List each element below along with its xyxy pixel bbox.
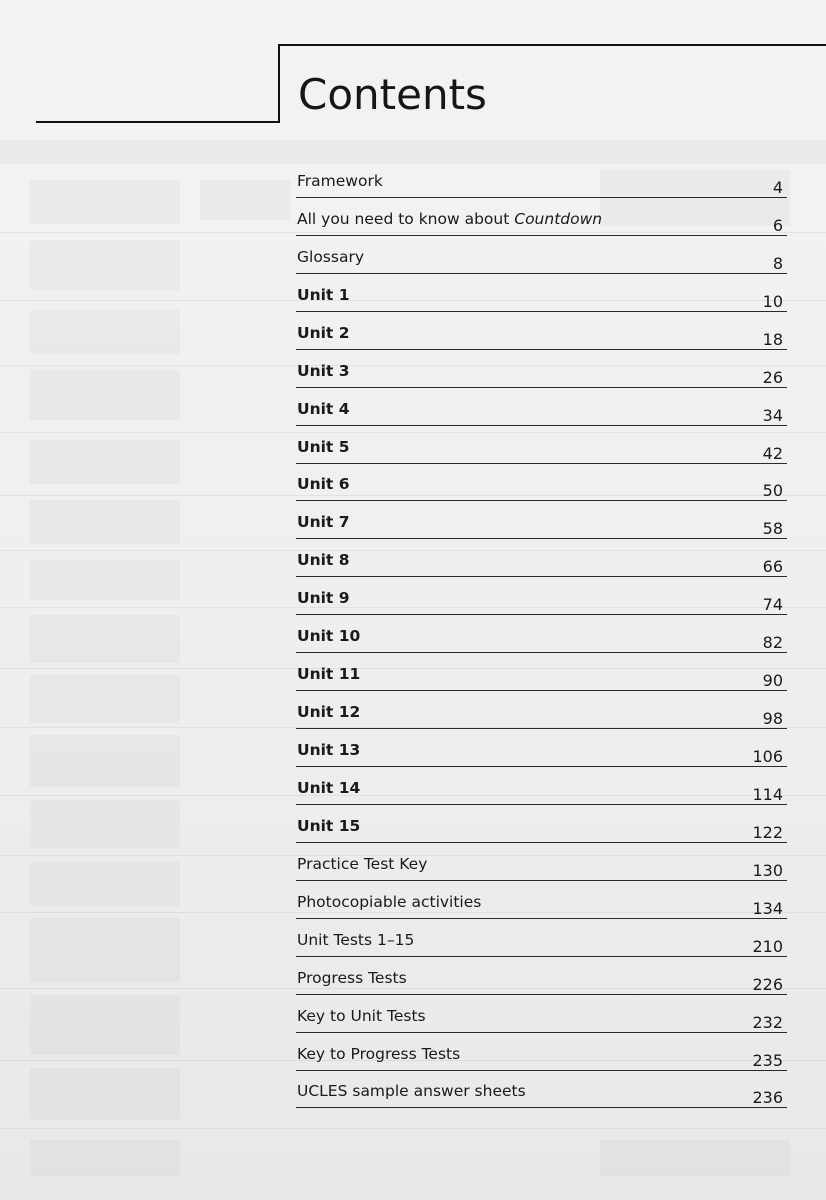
toc-label: Unit 3 xyxy=(297,361,350,380)
toc-row-unit-2 xyxy=(296,312,787,350)
show-through-block xyxy=(30,735,180,787)
show-through-block xyxy=(30,862,180,906)
toc-page-number: 226 xyxy=(752,974,783,994)
toc-label: Unit 9 xyxy=(297,589,350,608)
toc-page-number: 26 xyxy=(762,367,783,387)
toc-page-number: 18 xyxy=(762,329,783,349)
show-through-block xyxy=(600,1140,790,1176)
toc-row-unit-9 xyxy=(296,577,787,615)
toc-row-unit-tests xyxy=(296,919,787,957)
toc-row-framework xyxy=(296,160,787,198)
toc-label: Framework xyxy=(297,171,383,190)
toc-page-number: 236 xyxy=(752,1088,783,1108)
toc-label: Unit 12 xyxy=(297,703,361,722)
toc-row-photocopiable-activities xyxy=(296,881,787,919)
toc-row-key-to-progress-tests xyxy=(296,1033,787,1071)
toc-page-number: 210 xyxy=(752,936,783,956)
toc-row-unit-10 xyxy=(296,615,787,653)
toc-page-number: 82 xyxy=(762,633,783,653)
toc-label: Unit 8 xyxy=(297,551,350,570)
toc-label: Practice Test Key xyxy=(297,854,428,873)
toc-page-number: 232 xyxy=(752,1012,783,1032)
toc-label: Unit 10 xyxy=(297,627,361,646)
toc-row-unit-12 xyxy=(296,691,787,729)
toc-label: UCLES sample answer sheets xyxy=(297,1082,526,1101)
toc-label: Unit 7 xyxy=(297,513,350,532)
toc-label: Unit 5 xyxy=(297,437,350,456)
toc-page-number: 114 xyxy=(752,784,783,804)
toc-row-unit-14 xyxy=(296,767,787,805)
toc-page-number: 90 xyxy=(762,671,783,691)
toc-page-number: 122 xyxy=(752,822,783,842)
toc-page-number: 74 xyxy=(762,595,783,615)
toc-row-unit-1 xyxy=(296,274,787,312)
toc-page-number: 6 xyxy=(772,215,783,235)
toc-label-italic: Countdown xyxy=(514,209,603,228)
show-through-block xyxy=(30,918,180,982)
show-through-block xyxy=(30,500,180,544)
show-through-block xyxy=(200,180,290,220)
toc-label: Unit 2 xyxy=(297,323,350,342)
show-through-block xyxy=(30,1068,180,1120)
header-rule-left xyxy=(36,121,280,123)
toc-row-progress-tests xyxy=(296,957,787,995)
toc-page-number: 10 xyxy=(762,291,783,311)
toc-page-number: 98 xyxy=(762,709,783,729)
toc-row-all-you-need xyxy=(296,198,787,236)
toc-row-unit-8 xyxy=(296,539,787,577)
toc-page-number: 134 xyxy=(752,898,783,918)
toc-label: Unit 15 xyxy=(297,816,361,835)
toc-label: Key to Unit Tests xyxy=(297,1006,426,1025)
show-through-block xyxy=(30,800,180,848)
toc-row-practice-test-key xyxy=(296,843,787,881)
toc-row-unit-4 xyxy=(296,388,787,426)
toc-page-number: 106 xyxy=(752,747,783,766)
toc-label: Unit 6 xyxy=(297,475,350,494)
toc-row-unit-5 xyxy=(296,426,787,464)
show-through-block xyxy=(30,615,180,663)
toc-page-number: 4 xyxy=(772,177,783,197)
toc-label: Unit 13 xyxy=(297,741,361,759)
show-through-logo xyxy=(540,42,800,120)
show-through-block xyxy=(30,370,180,420)
toc-page-number: 130 xyxy=(752,860,783,880)
toc-label: Glossary xyxy=(297,247,364,266)
toc-label xyxy=(297,210,602,228)
toc-page-number: 66 xyxy=(762,557,783,577)
toc-label: Unit 11 xyxy=(297,665,361,684)
toc-label: Unit 14 xyxy=(297,778,361,797)
show-through-block xyxy=(30,560,180,600)
toc-label: Unit 1 xyxy=(297,285,350,304)
page-title: Contents xyxy=(298,70,487,119)
toc-page-number: 8 xyxy=(772,253,783,273)
show-through-block xyxy=(30,675,180,723)
toc-label: Key to Progress Tests xyxy=(297,1044,461,1063)
toc-row-key-to-unit-tests xyxy=(296,995,787,1033)
toc-page-number: 58 xyxy=(762,519,783,539)
header-rule-top xyxy=(278,44,826,46)
show-through-line xyxy=(0,1128,826,1129)
toc-row-unit-6 xyxy=(296,464,787,502)
toc-row-unit-15 xyxy=(296,805,787,843)
toc-label: Unit Tests 1–15 xyxy=(297,930,415,949)
toc-row-unit-13 xyxy=(296,729,787,767)
show-through-block xyxy=(30,995,180,1055)
header-rule-vertical xyxy=(278,44,280,123)
toc-row-unit-7 xyxy=(296,501,787,539)
toc-page-number: 42 xyxy=(762,443,783,463)
toc-label: Progress Tests xyxy=(297,968,407,987)
toc-row-unit-11 xyxy=(296,653,787,691)
toc-page-number: 34 xyxy=(762,405,783,425)
toc-page-number: 50 xyxy=(762,481,783,501)
toc-label-prefix: All you need to know about xyxy=(297,209,515,228)
toc-page-number: 235 xyxy=(752,1050,783,1070)
toc-row-unit-3 xyxy=(296,350,787,388)
toc-label: Photocopiable activities xyxy=(297,892,482,911)
table-of-contents xyxy=(296,160,787,1108)
show-through-block xyxy=(30,240,180,290)
show-through-block xyxy=(30,440,180,484)
show-through-block xyxy=(30,310,180,354)
toc-row-ucles-sample-answer-sheets xyxy=(296,1071,787,1109)
show-through-block xyxy=(30,180,180,224)
toc-row-glossary xyxy=(296,236,787,274)
show-through-block xyxy=(30,1140,180,1176)
toc-label: Unit 4 xyxy=(297,399,350,418)
